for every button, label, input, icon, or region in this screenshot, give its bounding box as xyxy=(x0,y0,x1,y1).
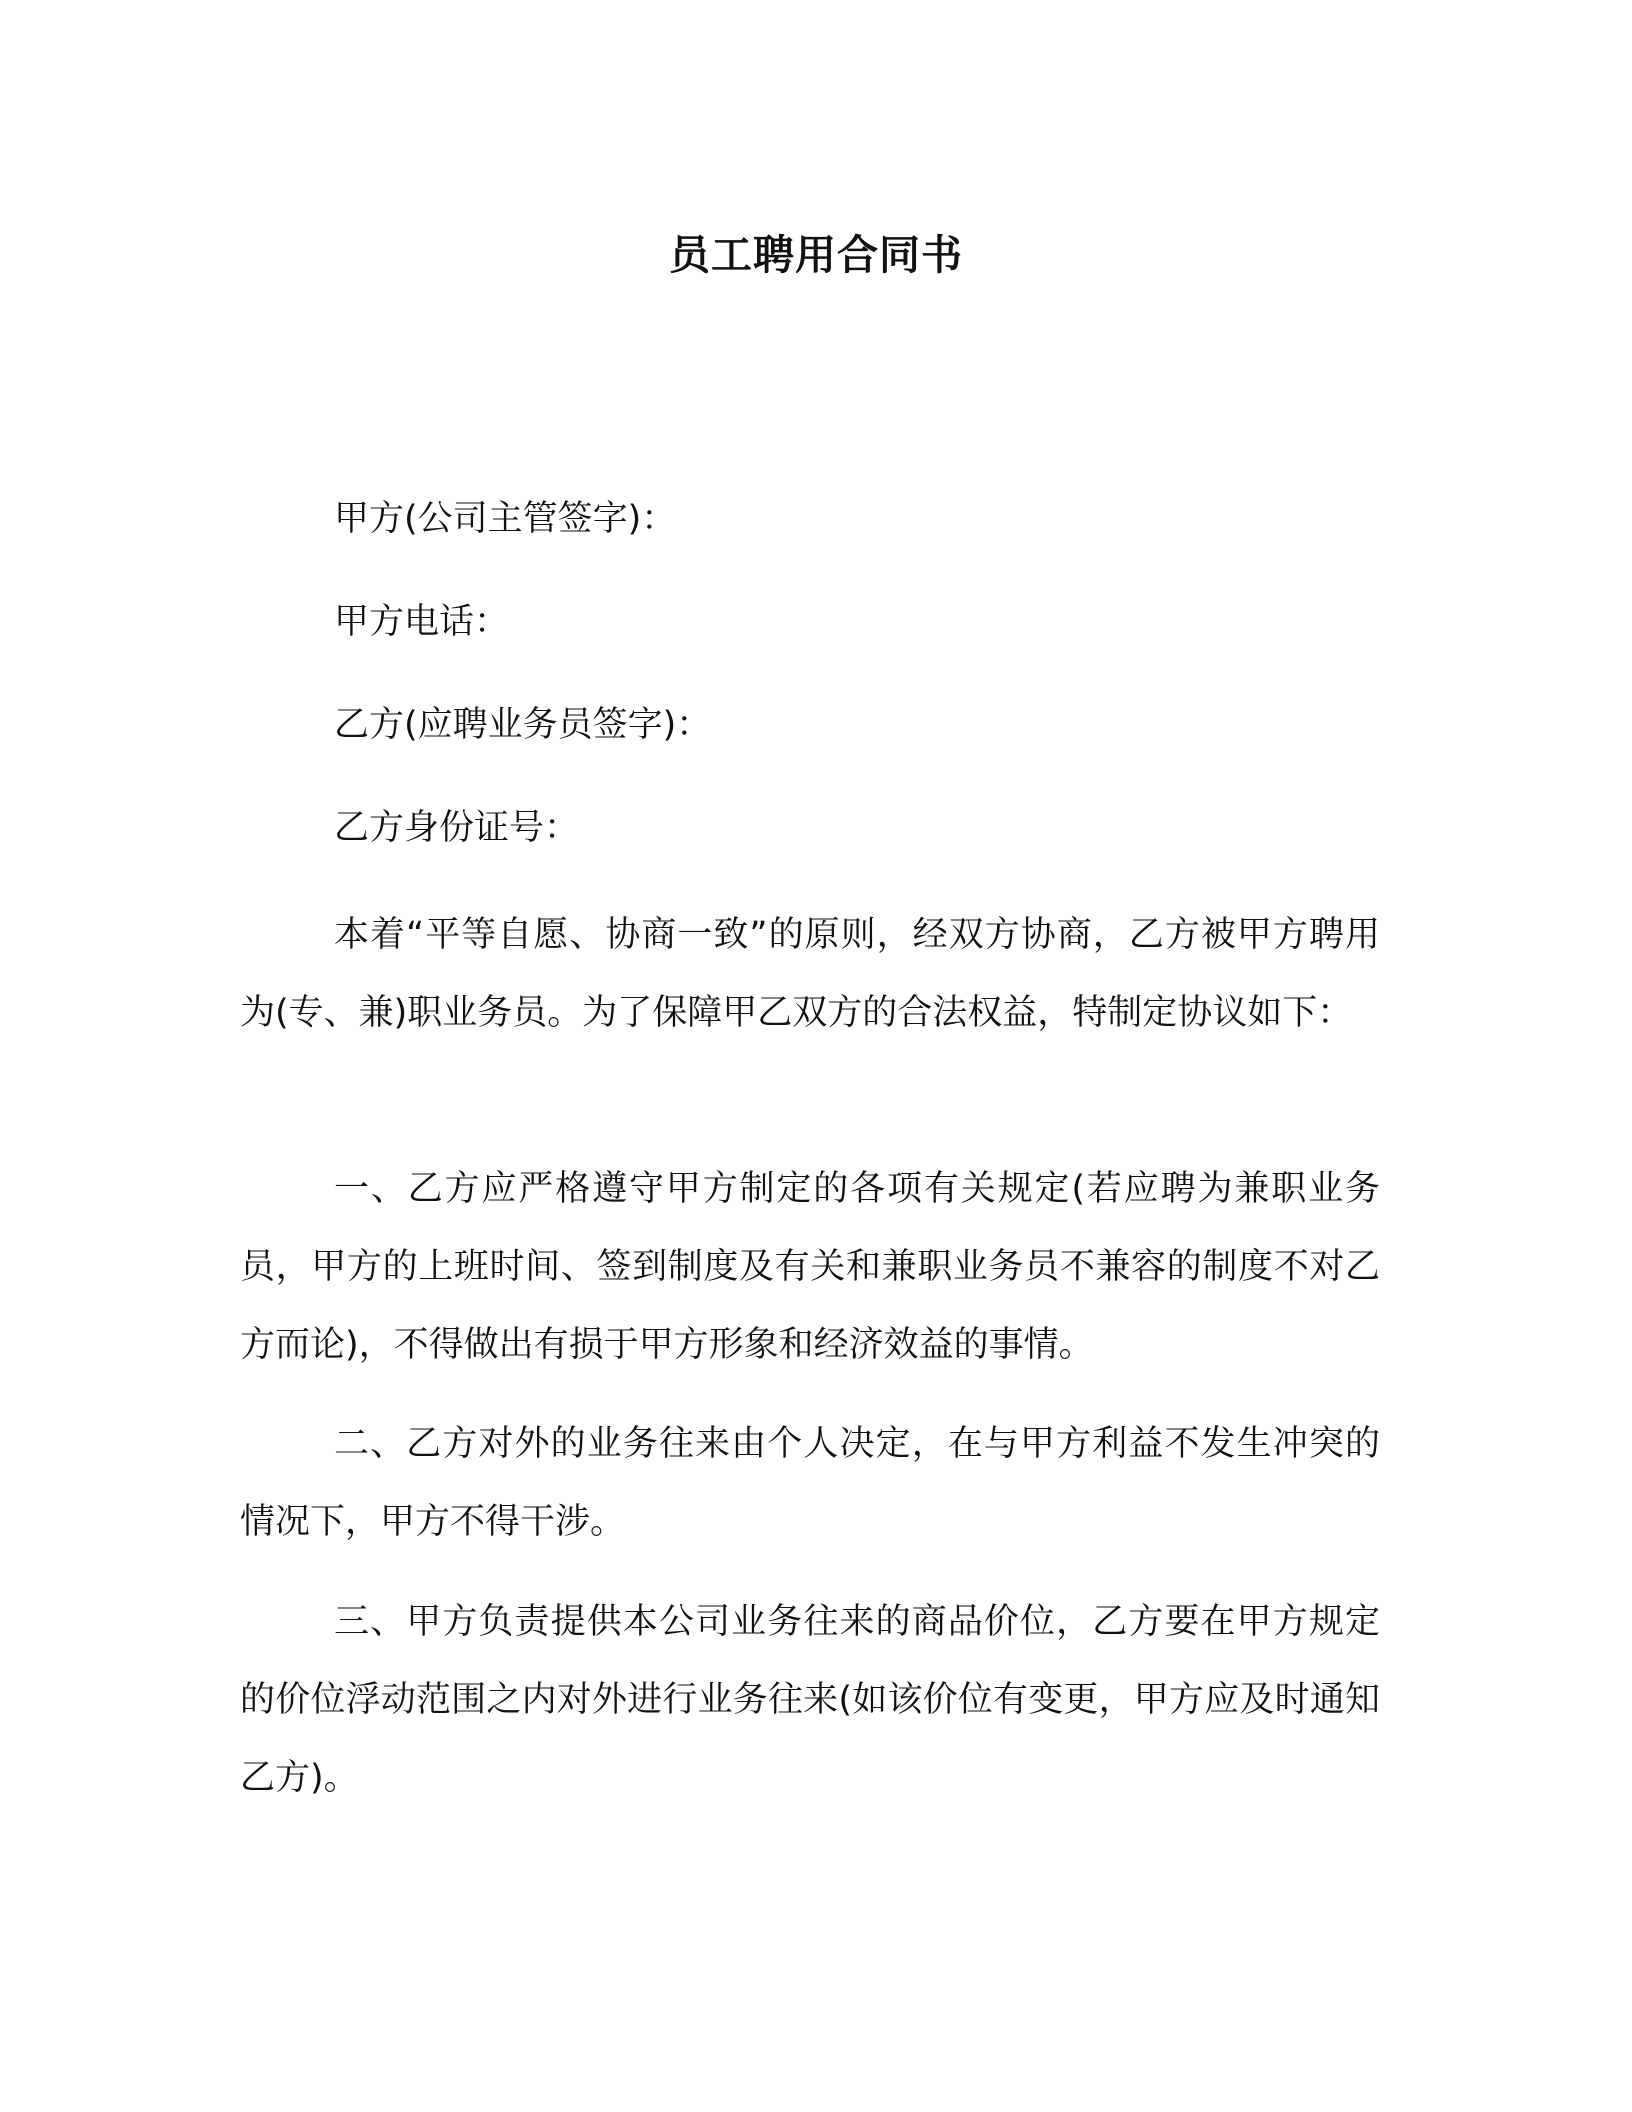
party-b-id-field: 乙方身份证号： xyxy=(334,808,580,848)
party-a-signature-field: 甲方(公司主管签字)： xyxy=(334,499,677,539)
clause-2-paragraph: 二、乙方对外的业务往来由个人决定，在与甲方利益不发生冲突的情况下，甲方不得干涉。 xyxy=(240,1424,1380,1542)
clause-1-paragraph: 一、乙方应严格遵守甲方制定的各项有关规定(若应聘为兼职业务员，甲方的上班时间、签到制度及有关和兼职业务员不兼容的制度不对乙方而论)，不得做出有损于甲方形象和经济效益的事情。 xyxy=(240,1169,1380,1365)
party-b-signature-field: 乙方(应聘业务员签字)： xyxy=(334,705,712,745)
party-a-phone-field: 甲方电话： xyxy=(334,602,510,642)
document-title: 员工聘用合同书 xyxy=(669,231,963,279)
intro-paragraph: 本着“平等自愿、协商一致”的原则，经双方协商，乙方被甲方聘用为(专、兼)职业务员。为了保障甲乙双方的合法权益，特制定协议如下： xyxy=(240,915,1380,1033)
clause-3-paragraph: 三、甲方负责提供本公司业务往来的商品价位，乙方要在甲方规定的价位浮动范围之内对外进行业务往来(如该价位有变更，甲方应及时通知乙方)。 xyxy=(240,1602,1380,1798)
